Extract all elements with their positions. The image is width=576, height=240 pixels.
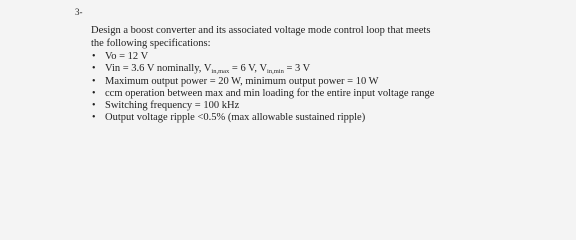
spec-text: Switching frequency = 100 kHz (105, 100, 240, 112)
spec-text: = 3 V (283, 63, 311, 75)
bullet-icon: • (92, 87, 96, 99)
spec-output-voltage (91, 51, 434, 63)
bullet-icon: • (92, 100, 96, 112)
bullet-icon: • (92, 51, 96, 62)
spec-output-power (91, 76, 434, 88)
vin-max-subscript: in,max (211, 68, 230, 76)
question-number: 3- (75, 7, 83, 17)
vin-min-subscript: in,min (267, 68, 284, 76)
spec-input-voltage (91, 63, 434, 75)
specifications-list (91, 51, 434, 125)
spec-text: Vo = 12 V (105, 51, 149, 62)
spec-text: Output voltage ripple <0.5% (max allowable sustained ripple) (105, 112, 366, 124)
spec-text: = 6 V, V (229, 63, 268, 75)
spec-ccm-operation (91, 88, 434, 100)
bullet-icon: • (92, 112, 96, 124)
bullet-icon: • (92, 75, 96, 87)
spec-text: Vin = 3.6 V nominally, V (105, 63, 212, 75)
spec-text: Maximum output power = 20 W, minimum output power = 10 W (105, 75, 379, 87)
spec-output-ripple (91, 112, 434, 124)
question-intro (91, 24, 571, 50)
spec-text: ccm operation between max and min loading for the entire input voltage range (105, 87, 435, 99)
intro-line-2: the following specifications: (91, 38, 211, 49)
spec-switching-frequency (91, 100, 434, 112)
bullet-icon: • (92, 63, 96, 75)
intro-line-1: Design a boost converter and its associated voltage mode control loop that meets (91, 25, 431, 36)
